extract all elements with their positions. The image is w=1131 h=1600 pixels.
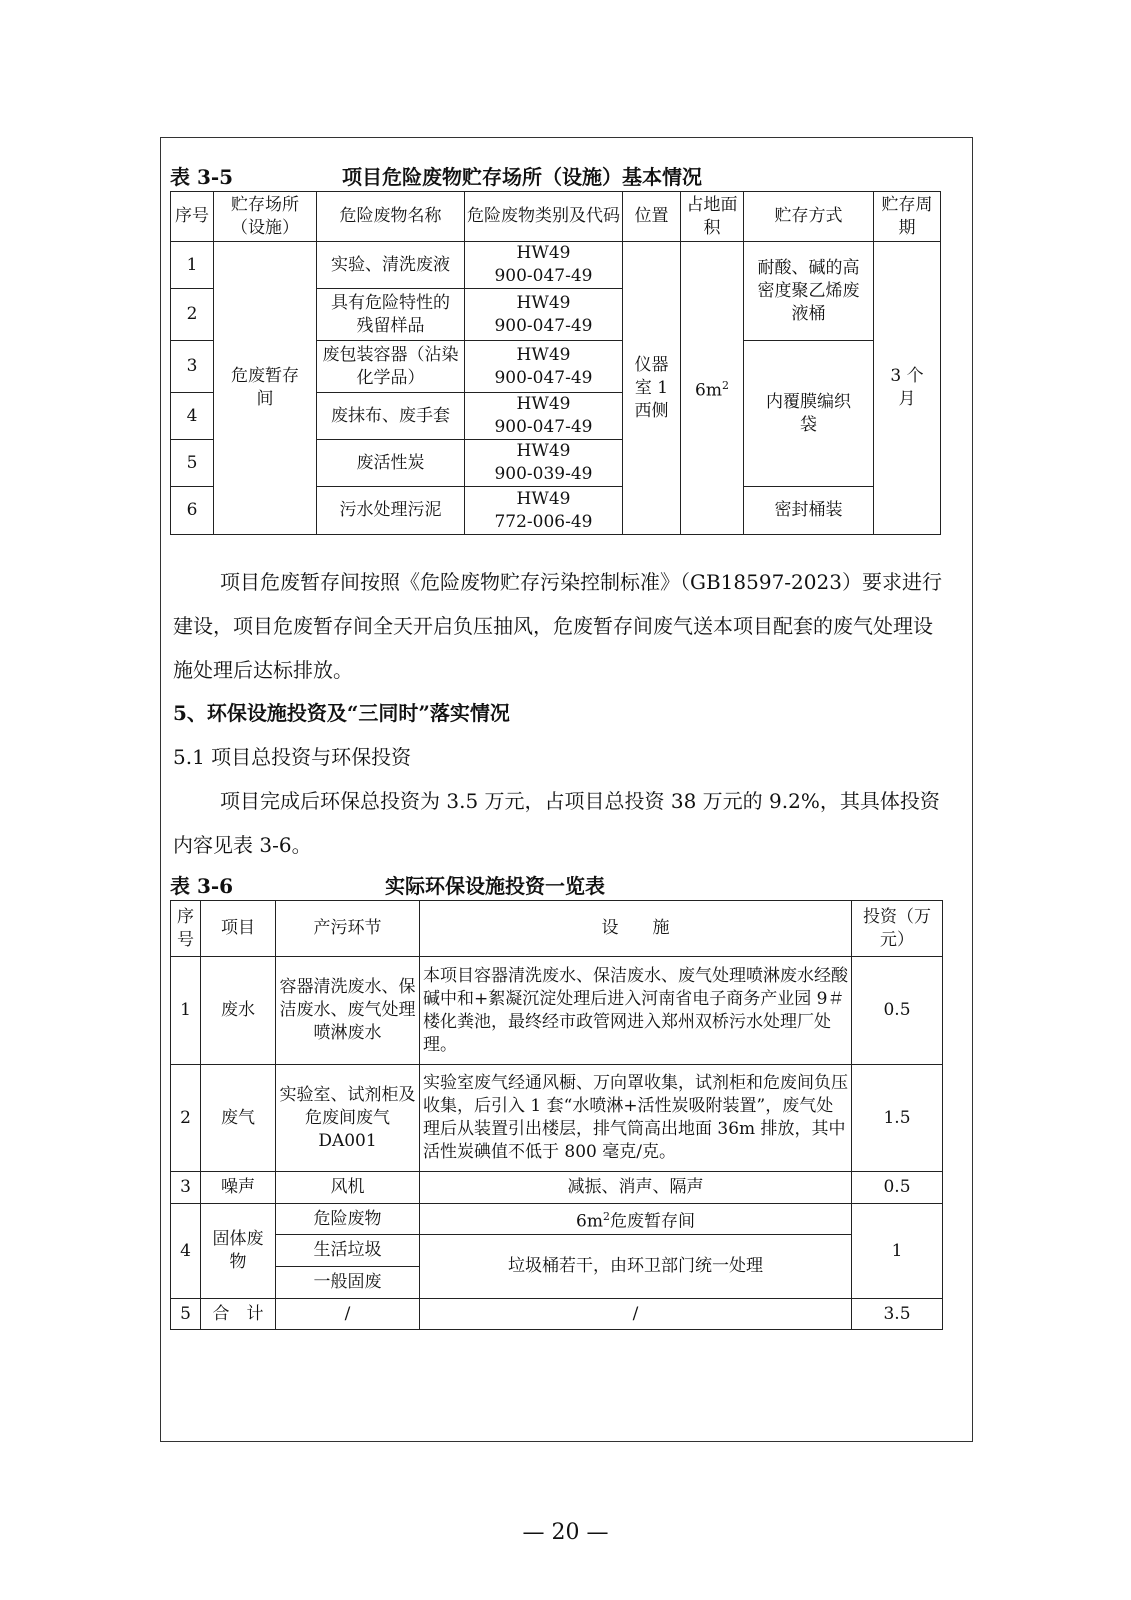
- waste-name: 实验、清洗废液: [317, 242, 465, 289]
- table-row: [171, 1065, 943, 1172]
- table-row: [171, 1235, 943, 1267]
- waste-name: 污水处理污泥: [317, 487, 465, 535]
- header-seq: 序号: [171, 192, 214, 242]
- storage-place: 危废暂存间: [214, 242, 317, 535]
- waste-name: 废抹布、废手套: [317, 393, 465, 440]
- table-number: 表 3-5: [170, 165, 234, 189]
- row-item: 噪声: [201, 1172, 276, 1204]
- row-seq: 2: [171, 289, 214, 341]
- table-row-total: [171, 1299, 943, 1330]
- row-link: 实验室、试剂柜及危废间废气 DA001: [276, 1065, 420, 1172]
- waste-name: 废包装容器（沾染化学品）: [317, 341, 465, 393]
- row-item: 废水: [201, 957, 276, 1065]
- header-place: 贮存场所（设施）: [214, 192, 317, 242]
- row-seq: 6: [171, 487, 214, 535]
- row-seq: 2: [171, 1065, 201, 1172]
- table-title: 实际环保设施投资一览表: [385, 874, 605, 898]
- row-seq: 1: [171, 957, 201, 1065]
- row-seq: 4: [171, 393, 214, 440]
- waste-code: HW49 772-006-49: [465, 487, 623, 535]
- header-invest: 投资（万元）: [852, 901, 943, 957]
- table-row: [171, 242, 941, 289]
- row-link: 一般固废: [276, 1267, 420, 1299]
- header-name: 危险废物名称: [317, 192, 465, 242]
- row-invest: 0.5: [852, 957, 943, 1065]
- header-code: 危险废物类别及代码: [465, 192, 623, 242]
- header-method: 贮存方式: [744, 192, 874, 242]
- row-item: 固体废物: [201, 1204, 276, 1299]
- waste-code: HW49 900-047-49: [465, 289, 623, 341]
- row-facility: 垃圾桶若干，由环卫部门统一处理: [420, 1235, 852, 1299]
- row-seq: 4: [171, 1204, 201, 1299]
- waste-code: HW49 900-039-49: [465, 440, 623, 487]
- row-facility: $6m^2$危废暂存间: [420, 1204, 852, 1235]
- waste-code: HW49 900-047-49: [465, 341, 623, 393]
- row-item: 合 计: [201, 1299, 276, 1330]
- paragraph-investment: 项目完成后环保总投资为 3.5 万元，占项目总投资 38 万元的 9.2%，其具体投资内容见表 3-6。: [173, 789, 940, 857]
- storage-method-3: 密封桶装: [744, 487, 874, 535]
- section-heading-5-1: 5.1 项目总投资与环保投资: [173, 745, 412, 769]
- header-period: 贮存周期: [874, 192, 941, 242]
- row-seq: 5: [171, 440, 214, 487]
- header-facility: 设 施: [420, 901, 852, 957]
- header-seq: 序号: [171, 901, 201, 957]
- row-link: 危险废物: [276, 1204, 420, 1235]
- row-facility: 本项目容器清洗废水、保洁废水、废气处理喷淋废水经酸碱中和+絮凝沉淀处理后进入河南省电子商务产业园 9＃楼化粪池，最终经市政管网进入郑州双桥污水处理厂处理。: [420, 957, 852, 1065]
- table-row: [171, 1204, 943, 1235]
- row-item: 废气: [201, 1065, 276, 1172]
- row-link: /: [276, 1299, 420, 1330]
- row-facility: /: [420, 1299, 852, 1330]
- row-invest: 1.5: [852, 1065, 943, 1172]
- row-link: 生活垃圾: [276, 1235, 420, 1267]
- header-link: 产污环节: [276, 901, 420, 957]
- table-title: 项目危险废物贮存场所（设施）基本情况: [342, 165, 702, 189]
- header-area: 占地面积: [681, 192, 744, 242]
- row-seq: 3: [171, 1172, 201, 1204]
- waste-name: 具有危险特性的残留样品: [317, 289, 465, 341]
- page-number: — 20 —: [522, 1520, 609, 1545]
- waste-name: 废活性炭: [317, 440, 465, 487]
- table-row: [171, 1172, 943, 1204]
- storage-method-2: 内覆膜编织袋: [744, 341, 874, 487]
- row-invest: 3.5: [852, 1299, 943, 1330]
- storage-area: $6m^2$: [681, 242, 744, 535]
- table-row: [171, 957, 943, 1065]
- waste-code: HW49 900-047-49: [465, 393, 623, 440]
- storage-period: 3 个月: [874, 242, 941, 535]
- row-invest: 1: [852, 1204, 943, 1299]
- header-location: 位置: [623, 192, 681, 242]
- table-number: 表 3-6: [170, 874, 234, 898]
- row-facility: 减振、消声、隔声: [420, 1172, 852, 1204]
- row-facility: 实验室废气经通风橱、万向罩收集，试剂柜和危废间负压收集，后引入 1 套“水喷淋+活性炭吸附装置”，废气处理后从装置引出楼层，排气筒高出地面 36m 排放，其中活性炭碘值不低于 800 毫克/克。: [420, 1065, 852, 1172]
- waste-code: HW49 900-047-49: [465, 242, 623, 289]
- row-seq: 3: [171, 341, 214, 393]
- section-heading-5: 5、环保设施投资及“三同时”落实情况: [173, 701, 510, 725]
- row-seq: 1: [171, 242, 214, 289]
- row-invest: 0.5: [852, 1172, 943, 1204]
- storage-method-1: 耐酸、碱的高密度聚乙烯废液桶: [744, 242, 874, 341]
- row-link: 风机: [276, 1172, 420, 1204]
- header-item: 项目: [201, 901, 276, 957]
- row-link: 容器清洗废水、保洁废水、废气处理喷淋废水: [276, 957, 420, 1065]
- row-seq: 5: [171, 1299, 201, 1330]
- paragraph-hazard-storage: 项目危废暂存间按照《危险废物贮存污染控制标准》（GB18597-2023）要求进行建设，项目危废暂存间全天开启负压抽风，危废暂存间废气送本项目配套的废气处理设施处理后达标排放。: [173, 570, 942, 682]
- table-3-6: [170, 900, 943, 1330]
- storage-location: 仪器室 1 西侧: [623, 242, 681, 535]
- table-3-5: [170, 191, 941, 535]
